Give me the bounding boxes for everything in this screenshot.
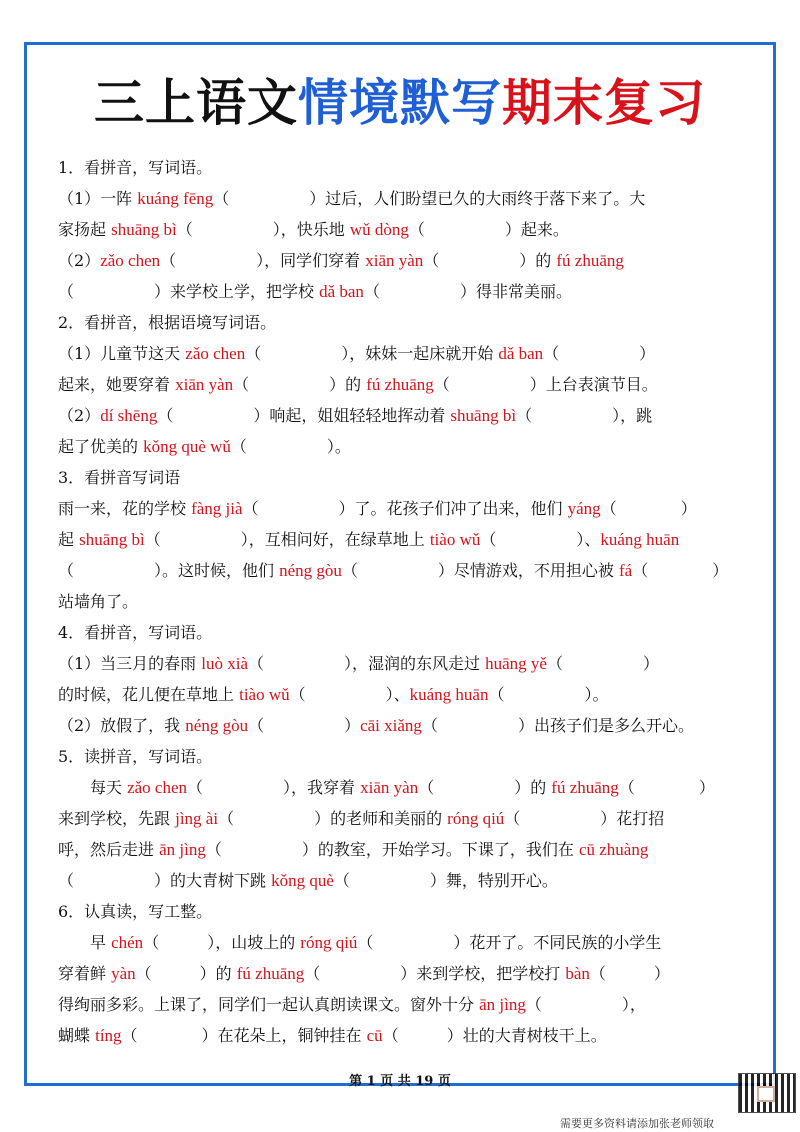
pinyin: dǎ ban: [319, 282, 364, 301]
text-line: [58, 1020, 758, 1051]
text-segment: 1．看拼音，写词语。: [58, 158, 213, 177]
text-segment: （ ）的: [423, 251, 557, 270]
pinyin: tíng: [95, 1026, 122, 1045]
title-part-1: 三上语文: [94, 74, 298, 132]
pinyin: bàn: [565, 964, 590, 983]
pinyin: fàng jià: [191, 499, 243, 518]
pinyin: fú zhuāng: [236, 964, 305, 983]
text-line: [58, 896, 758, 927]
pinyin: shuāng bì: [450, 406, 517, 425]
pinyin: ān jìng: [159, 840, 206, 859]
text-segment: （2）: [58, 406, 101, 425]
text-segment: （ ）: [618, 778, 715, 797]
text-segment: （ ）花打招: [504, 809, 665, 828]
text-segment: 起了优美的: [58, 437, 144, 456]
pinyin: zǎo chen: [185, 344, 246, 363]
text-segment: （ ）壮的大青树枝干上。: [382, 1026, 607, 1045]
pinyin: yàn: [111, 964, 136, 983]
text-segment: 呼，然后走进: [58, 840, 160, 859]
pinyin: ān jìng: [479, 995, 526, 1014]
text-line: [58, 710, 758, 741]
text-segment: （ ），妹妹一起床就开始: [245, 344, 499, 363]
text-segment: 蝴蝶: [58, 1026, 96, 1045]
text-line: [58, 927, 758, 958]
pinyin: cāi xiǎng: [360, 716, 422, 735]
text-segment: （ ）了。花孩子们冲了出来，他们: [242, 499, 568, 518]
text-segment: （ ）来到学校，把学校打: [304, 964, 566, 983]
pinyin: cū zhuàng: [578, 840, 649, 859]
pinyin: shuāng bì: [79, 530, 145, 549]
text-segment: （ ）。: [488, 685, 609, 704]
pinyin: kǒng què wǔ: [143, 437, 231, 456]
text-line: [58, 648, 758, 679]
text-segment: 得绚丽多彩。上课了，同学们一起认真朗读课文。窗外十分: [58, 995, 480, 1014]
text-segment: 来到学校，先跟: [58, 809, 176, 828]
text-segment: （1）儿童节这天: [58, 344, 186, 363]
pinyin: róng qiú: [300, 933, 358, 952]
text-segment: 每天: [58, 778, 128, 797]
footer-note: 需要更多资料请添加张老师领取: [560, 1117, 714, 1130]
pinyin: kuáng fēng: [137, 189, 214, 208]
text-segment: （ ）尽情游戏，不用担心被: [341, 561, 619, 580]
pinyin: dí shēng: [100, 406, 158, 425]
text-segment: （ ）: [632, 561, 729, 580]
pinyin: yáng: [567, 499, 601, 518]
text-segment: （ ）过后，人们盼望已久的大雨终于落下来了。大: [213, 189, 646, 208]
text-line: [58, 772, 758, 803]
text-line: [58, 679, 758, 710]
text-segment: 站墙角了。: [58, 592, 139, 611]
pinyin: cū: [366, 1026, 383, 1045]
text-segment: （ ）: [546, 654, 659, 673]
title-part-2: 情境默写: [298, 74, 502, 132]
text-segment: （ ）的: [418, 778, 552, 797]
text-line: [58, 524, 758, 555]
text-segment: （ ）的老师和美丽的: [218, 809, 448, 828]
text-line: [58, 152, 758, 183]
text-segment: 家扬起: [58, 220, 112, 239]
page-title: [0, 72, 800, 134]
text-segment: （ ）: [543, 344, 656, 363]
text-segment: 起: [58, 530, 80, 549]
text-segment: 雨一来，花的学校: [58, 499, 192, 518]
pinyin: kuáng huān: [600, 530, 680, 549]
text-line: [58, 803, 758, 834]
text-segment: （ ），快乐地: [176, 220, 350, 239]
text-line: [58, 369, 758, 400]
pinyin: jìng ài: [175, 809, 219, 828]
text-line: [58, 307, 758, 338]
text-segment: （ ）。: [230, 437, 351, 456]
text-segment: （ ）出孩子们是多么开心。: [421, 716, 694, 735]
text-line: [58, 586, 758, 617]
text-segment: （ ）得非常美丽。: [363, 282, 572, 301]
text-segment: （ ）舞，特别开心。: [333, 871, 558, 890]
text-segment: 5．读拼音，写词语。: [58, 747, 213, 766]
pinyin: tiào wǔ: [429, 530, 481, 549]
text-segment: 4．看拼音，写词语。: [58, 623, 213, 642]
pinyin: xiān yàn: [365, 251, 424, 270]
text-line: [58, 183, 758, 214]
text-segment: （ ）、: [480, 530, 601, 549]
text-segment: （ ）、: [289, 685, 410, 704]
text-segment: （ ），: [525, 995, 646, 1014]
text-line: [58, 865, 758, 896]
page-number: 第 1 页 共 19 页: [349, 1074, 451, 1089]
pinyin: luò xià: [201, 654, 249, 673]
text-segment: （2）放假了，我: [58, 716, 186, 735]
text-line: [58, 214, 758, 245]
pinyin: fá: [618, 561, 633, 580]
qr-code-icon: [738, 1073, 796, 1113]
text-segment: 穿着鲜: [58, 964, 112, 983]
pinyin: tiào wǔ: [239, 685, 290, 704]
text-line: [58, 989, 758, 1020]
text-segment: 起来，她要穿着: [58, 375, 176, 394]
text-segment: （ ）的: [135, 964, 237, 983]
text-segment: （1）当三月的春雨: [58, 654, 202, 673]
pinyin: fú zhuāng: [551, 778, 619, 797]
pinyin: chén: [111, 933, 144, 952]
pinyin: zǎo chen: [100, 251, 161, 270]
qr-avatar: [757, 1086, 775, 1102]
text-line: [58, 617, 758, 648]
text-line: [58, 276, 758, 307]
text-line: [58, 245, 758, 276]
pinyin: néng gòu: [279, 561, 342, 580]
pinyin: róng qiú: [447, 809, 505, 828]
text-segment: 2．看拼音，根据语境写词语。: [58, 313, 277, 332]
pinyin: xiān yàn: [175, 375, 234, 394]
pinyin: fú zhuāng: [556, 251, 624, 270]
text-line: [58, 493, 758, 524]
text-line: [58, 834, 758, 865]
text-segment: （2）: [58, 251, 101, 270]
text-line: [58, 462, 758, 493]
text-segment: 3．看拼音写词语: [58, 468, 181, 487]
text-segment: （ ），湿润的东风走过: [248, 654, 486, 673]
text-segment: （ ）起来。: [408, 220, 569, 239]
text-segment: （ ），同学们穿着: [160, 251, 366, 270]
text-segment: （ ）的: [233, 375, 367, 394]
pinyin: wǔ dòng: [349, 220, 409, 239]
pinyin: fú zhuāng: [366, 375, 434, 394]
text-segment: （ ）: [600, 499, 697, 518]
pinyin: zǎo chen: [127, 778, 188, 797]
text-segment: （ ）: [248, 716, 361, 735]
title-part-3: 期末复习: [502, 74, 706, 132]
text-segment: （ ）: [589, 964, 670, 983]
text-segment: （ ），互相问好，在绿草地上: [144, 530, 430, 549]
pinyin: shuāng bì: [111, 220, 177, 239]
text-segment: （ ），跳: [516, 406, 653, 425]
text-segment: （ ）来学校上学，把学校: [58, 282, 320, 301]
text-segment: （ ）响起，姐姐轻轻地挥动着: [157, 406, 451, 425]
text-segment: 的时候，花儿便在草地上: [58, 685, 240, 704]
pinyin: kǒng què: [271, 871, 334, 890]
text-segment: （1）一阵: [58, 189, 138, 208]
text-segment: （ ）。这时候，他们: [58, 561, 280, 580]
pinyin: néng gòu: [185, 716, 249, 735]
text-segment: 早: [58, 933, 112, 952]
text-line: [58, 958, 758, 989]
text-segment: （ ）在花朵上，铜钟挂在: [121, 1026, 367, 1045]
pinyin: xiān yàn: [360, 778, 419, 797]
text-segment: 6．认真读，写工整。: [58, 902, 213, 921]
text-segment: （ ）的教室，开始学习。下课了，我们在: [205, 840, 579, 859]
text-line: [58, 338, 758, 369]
pinyin: huāng yě: [485, 654, 547, 673]
text-line: [58, 400, 758, 431]
text-segment: （ ）的大青树下跳: [58, 871, 272, 890]
pinyin: dǎ ban: [498, 344, 544, 363]
text-segment: （ ）花开了。不同民族的小学生: [357, 933, 662, 952]
text-line: [58, 431, 758, 462]
exercise-content: [58, 152, 758, 1051]
pinyin: kuáng huān: [409, 685, 489, 704]
text-segment: （ ），山坡上的: [143, 933, 301, 952]
text-line: [58, 741, 758, 772]
text-segment: （ ）上台表演节目。: [433, 375, 658, 394]
text-line: [58, 555, 758, 586]
text-segment: （ ），我穿着: [187, 778, 361, 797]
